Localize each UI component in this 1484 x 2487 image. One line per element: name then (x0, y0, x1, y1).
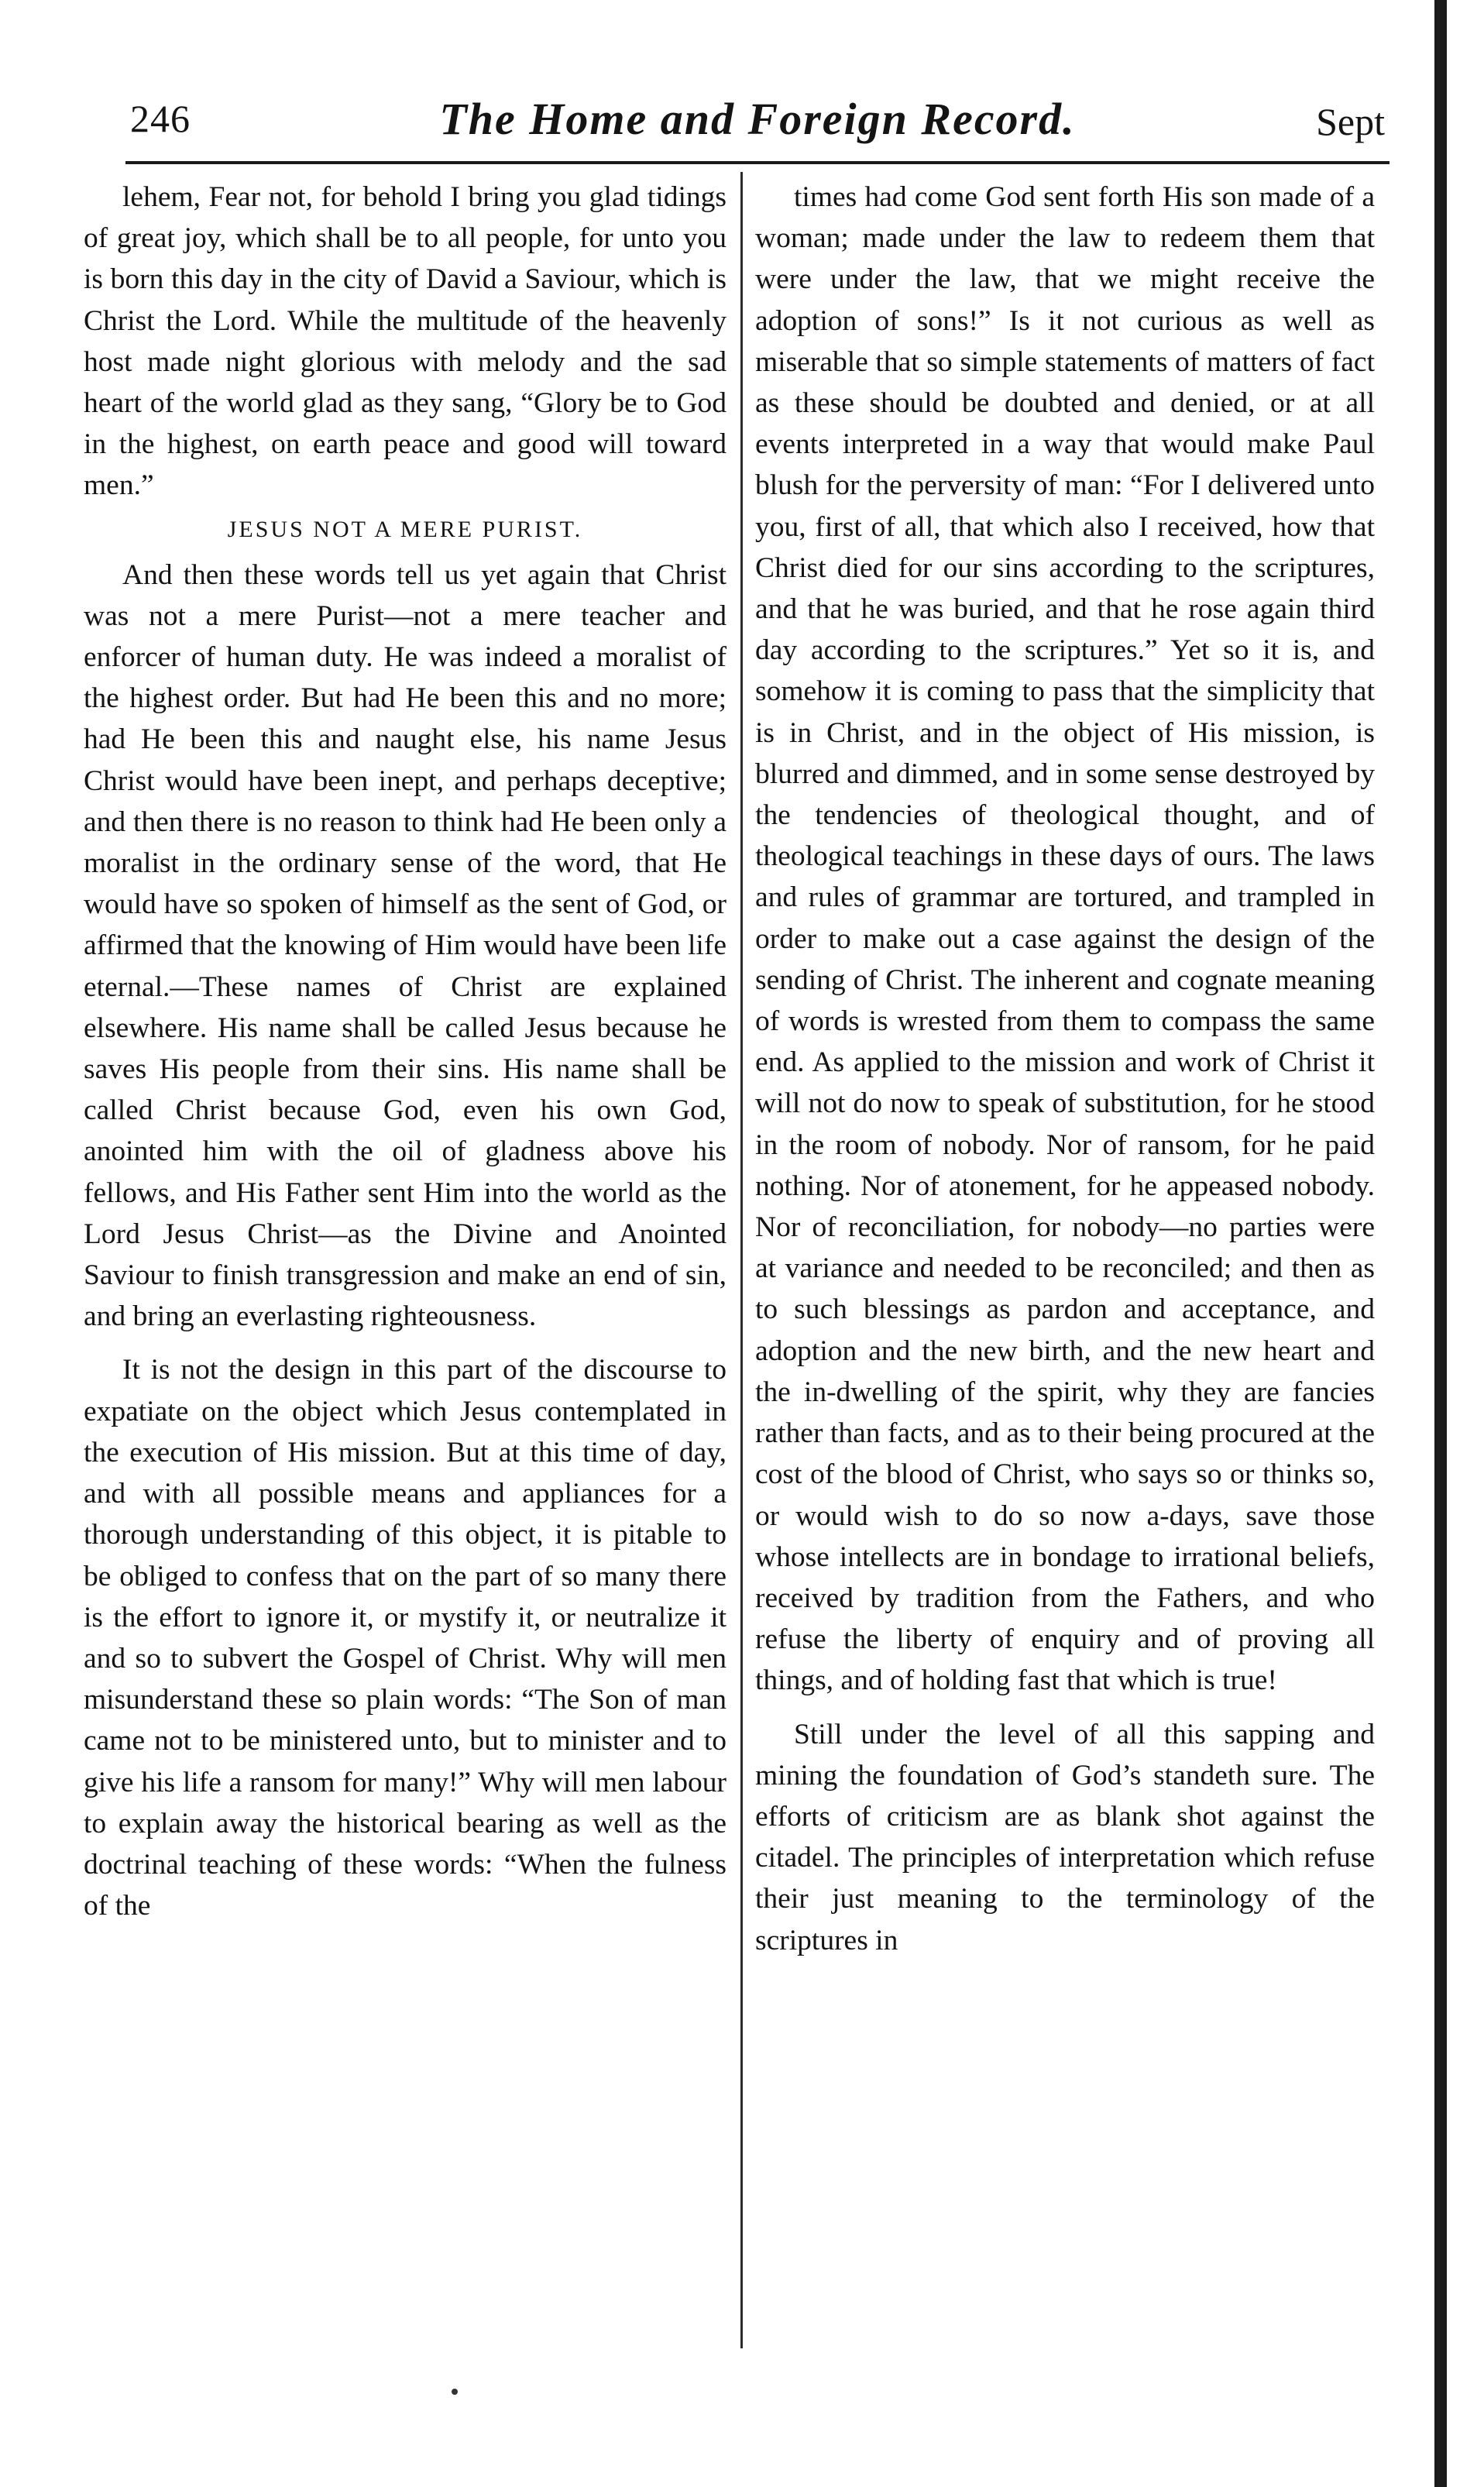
left-paragraph-3: It is not the design in this part of the discourse to expatiate on the object which Jesus contemplated in the execution of His mission. But at this time of day, and with all possible means and appliances for a thorough understanding of this object, it is pitable to be obliged to confess that on the part of so many there is the effort to ignore it, or mystify it, or neutralize it and so to subvert the Gospel of Christ. Why will men misunderstand these so plain words: “The Son of man came not to be ministered unto, but to minister and to give his life a ransom for many!” Why will men labour to explain away the historical bearing as well as the doctrinal teaching of these words: “When the fulness of the (84, 1354, 727, 1922)
left-column (84, 177, 727, 1926)
right-paragraph-1: times had come God sent forth His son made of a woman; made under the law to redeem them that were under the law, that we might receive the adoption of sons!” Is it not curious as well as miserable that so simple statements of matters of fact as these should be doubted and denied, or at all events interpreted in a way that would make Paul blush for the perversity of man: “For I delivered unto you, first of all, that which also I received, how that Christ died for our sins according to the scriptures, and that he was buried, and that he rose again third day according to the scriptures.” Yet so it is, and somehow it is coming to pass that the simplicity that is in Christ, and in the object of His mission, is blurred and dimmed, and in some sense destroyed by the tendencies of theological thought, and of theological teachings in these days of ours. The laws and rules of grammar are tortured, and trampled in order to make out a case against the design of the sending of Christ. The inherent and cognate meaning of words is wrested from them to compass the same end. As applied to the mission and work of Christ it will not do now to speak of substitution, for he stood in the room of nobody. Nor of ransom, for he paid nothing. Nor of atonement, for he appeased nobody. Nor of reconciliation, for nobody—no parties were at variance and needed to be reconciled; and then as to such blessings as pardon and acceptance, and adoption and the new birth, and the new heart and the in-dwelling of the spirit, why they are fancies rather than facts, and as to their being procured at the cost of the blood of Christ, who says so or thinks so, or would wish to do so now a-days, save those whose intellects are in bondage to irrational beliefs, received by tradition from the Fathers, and who refuse the liberty of enquiry and of proving all things, and of holding fast that which is true! (755, 181, 1375, 1697)
section-heading: JESUS NOT A MERE PURIST. (227, 516, 583, 542)
page-edge-shadow (1434, 0, 1447, 2487)
page-footer-mark (452, 2389, 458, 2395)
right-paragraph-2: Still under the level of all this sapping and mining the foundation of God’s standeth sure. The efforts of criticism are as blank shot against the citadel. The principles of interpretation which refuse their just meaning to the terminology of the scriptures in (755, 1718, 1375, 1956)
right-column (755, 177, 1375, 1961)
left-paragraph-2: And then these words tell us yet again that Christ was not a mere Purist—not a mere teacher and enforcer of human duty. He was indeed a moralist of the highest order. But had He been this and no more; had He been this and naught else, his name Jesus Christ would have been inept, and perhaps deceptive; and then there is no reason to think had He been only a moralist in the ordinary sense of the word, that He would have so spoken of himself as the sent of God, or affirmed that the knowing of Him would have been life eternal.—These names of Christ are explained elsewhere. His name shall be called Jesus because he saves His people from their sins. His name shall be called Christ because God, even his own God, anointed him with the oil of gladness above his fellows, and His Father sent Him into the world as the Lord Jesus Christ—as the Divine and Anointed Saviour to finish transgression and make an end of sin, and bring an everlasting righteousness. (84, 558, 727, 1333)
left-paragraph-1: lehem, Fear not, for behold I bring you glad tidings of great joy, which shall be to all people, for unto you is born this day in the city of David a Saviour, which is Christ the Lord. While the multitude of the heavenly host made night glorious with melody and the sad heart of the world glad as they sang, “Glory be to God in the highest, on earth peace and good will toward men.” (84, 181, 727, 502)
column-divider (740, 172, 743, 2348)
page-header (130, 91, 1385, 153)
running-head-month: Sept (1316, 100, 1385, 143)
page-number: 246 (130, 97, 191, 140)
header-rule (125, 161, 1390, 164)
journal-title: The Home and Foreign Record. (439, 94, 1076, 144)
